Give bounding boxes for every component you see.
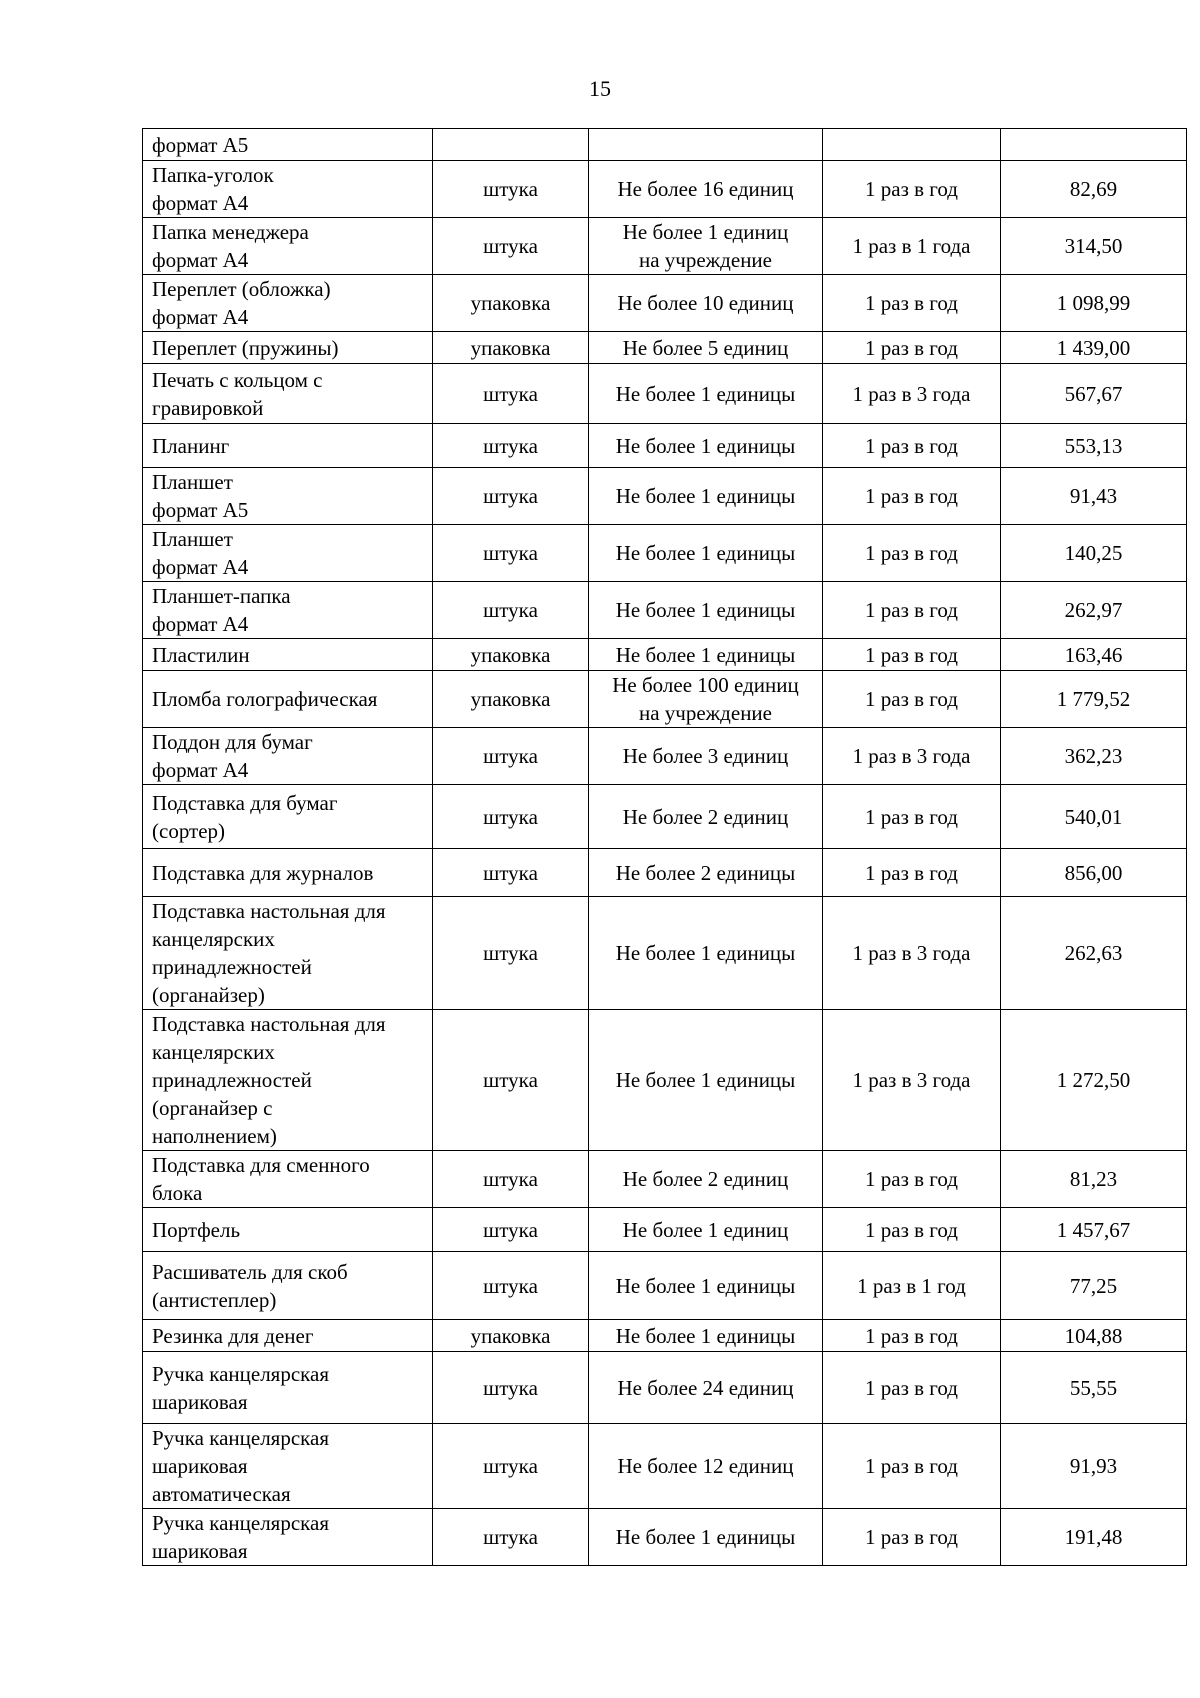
price-cell: 163,46 <box>1001 639 1187 671</box>
table-row <box>143 424 1187 468</box>
item-name-cell: Переплет (обложка) формат А4 <box>143 275 433 332</box>
quantity-cell: Не более 2 единиц <box>589 1151 823 1208</box>
quantity-cell: Не более 10 единиц <box>589 275 823 332</box>
frequency-cell: 1 раз в год <box>823 332 1001 364</box>
price-cell: 856,00 <box>1001 849 1187 897</box>
quantity-cell: Не более 1 единицы <box>589 468 823 525</box>
table-row <box>143 785 1187 849</box>
frequency-cell: 1 раз в год <box>823 1151 1001 1208</box>
frequency-cell: 1 раз в год <box>823 671 1001 728</box>
frequency-cell: 1 раз в 1 год <box>823 1252 1001 1320</box>
unit-cell: упаковка <box>433 1320 589 1352</box>
unit-cell: штука <box>433 1352 589 1424</box>
table-row <box>143 671 1187 728</box>
item-name-cell: Подставка для сменного блока <box>143 1151 433 1208</box>
table-row <box>143 1424 1187 1509</box>
quantity-cell: Не более 1 единицы <box>589 1010 823 1151</box>
item-name-cell: Ручка канцелярская шариковая автоматическая <box>143 1424 433 1509</box>
price-cell: 1 779,52 <box>1001 671 1187 728</box>
price-cell: 1 272,50 <box>1001 1010 1187 1151</box>
norms-table <box>142 128 1187 1566</box>
item-name-cell: Ручка канцелярская шариковая <box>143 1509 433 1566</box>
frequency-cell: 1 раз в год <box>823 785 1001 849</box>
item-name-cell: Подставка для бумаг (сортер) <box>143 785 433 849</box>
price-cell: 262,63 <box>1001 897 1187 1010</box>
unit-cell: упаковка <box>433 639 589 671</box>
quantity-cell: Не более 1 единицы <box>589 1509 823 1566</box>
page-number: 15 <box>589 76 611 101</box>
unit-cell: штука <box>433 218 589 275</box>
unit-cell: штука <box>433 1151 589 1208</box>
price-cell: 362,23 <box>1001 728 1187 785</box>
unit-cell: упаковка <box>433 275 589 332</box>
price-cell: 314,50 <box>1001 218 1187 275</box>
table-row <box>143 582 1187 639</box>
item-name-cell: Подставка настольная для канцелярских принадлежностей (органайзер с наполнением) <box>143 1010 433 1151</box>
unit-cell: штука <box>433 1252 589 1320</box>
table-row <box>143 468 1187 525</box>
frequency-cell: 1 раз в 3 года <box>823 364 1001 424</box>
frequency-cell: 1 раз в год <box>823 1320 1001 1352</box>
quantity-cell: Не более 16 единиц <box>589 161 823 218</box>
quantity-cell: Не более 100 единиц на учреждение <box>589 671 823 728</box>
quantity-cell: Не более 24 единиц <box>589 1352 823 1424</box>
frequency-cell: 1 раз в год <box>823 639 1001 671</box>
table-row <box>143 1151 1187 1208</box>
price-cell: 540,01 <box>1001 785 1187 849</box>
table-row <box>143 525 1187 582</box>
quantity-cell: Не более 2 единицы <box>589 849 823 897</box>
price-cell: 81,23 <box>1001 1151 1187 1208</box>
price-cell: 82,69 <box>1001 161 1187 218</box>
item-name-cell: Печать с кольцом с гравировкой <box>143 364 433 424</box>
price-cell: 1 098,99 <box>1001 275 1187 332</box>
item-name-cell: Подставка для журналов <box>143 849 433 897</box>
table-row <box>143 161 1187 218</box>
item-name-cell: Папка-уголок формат А4 <box>143 161 433 218</box>
unit-cell: штука <box>433 1424 589 1509</box>
unit-cell: штука <box>433 525 589 582</box>
item-name-cell: Планшет-папка формат А4 <box>143 582 433 639</box>
frequency-cell: 1 раз в год <box>823 161 1001 218</box>
price-cell: 1 439,00 <box>1001 332 1187 364</box>
unit-cell: штука <box>433 1208 589 1252</box>
unit-cell: штука <box>433 364 589 424</box>
item-name-cell: Портфель <box>143 1208 433 1252</box>
table-row <box>143 1010 1187 1151</box>
unit-cell: штука <box>433 785 589 849</box>
item-name-cell: Папка менеджера формат А4 <box>143 218 433 275</box>
item-name-cell: Поддон для бумаг формат А4 <box>143 728 433 785</box>
unit-cell <box>433 129 589 161</box>
item-name-cell: Ручка канцелярская шариковая <box>143 1352 433 1424</box>
price-cell: 104,88 <box>1001 1320 1187 1352</box>
quantity-cell: Не более 5 единиц <box>589 332 823 364</box>
price-cell: 553,13 <box>1001 424 1187 468</box>
price-cell: 91,93 <box>1001 1424 1187 1509</box>
unit-cell: упаковка <box>433 332 589 364</box>
frequency-cell: 1 раз в 1 года <box>823 218 1001 275</box>
table-row <box>143 364 1187 424</box>
frequency-cell: 1 раз в год <box>823 525 1001 582</box>
item-name-cell: Планшет формат А4 <box>143 525 433 582</box>
item-name-cell: Планинг <box>143 424 433 468</box>
unit-cell: упаковка <box>433 671 589 728</box>
price-cell: 77,25 <box>1001 1252 1187 1320</box>
price-cell: 1 457,67 <box>1001 1208 1187 1252</box>
unit-cell: штука <box>433 424 589 468</box>
quantity-cell: Не более 3 единиц <box>589 728 823 785</box>
quantity-cell: Не более 2 единиц <box>589 785 823 849</box>
quantity-cell: Не более 1 единицы <box>589 525 823 582</box>
item-name-cell: Планшет формат А5 <box>143 468 433 525</box>
quantity-cell: Не более 1 единиц на учреждение <box>589 218 823 275</box>
table-row <box>143 1252 1187 1320</box>
unit-cell: штука <box>433 728 589 785</box>
price-cell: 140,25 <box>1001 525 1187 582</box>
price-cell: 91,43 <box>1001 468 1187 525</box>
unit-cell: штука <box>433 849 589 897</box>
price-cell: 567,67 <box>1001 364 1187 424</box>
quantity-cell: Не более 1 единицы <box>589 582 823 639</box>
table-row <box>143 332 1187 364</box>
frequency-cell: 1 раз в год <box>823 1208 1001 1252</box>
unit-cell: штука <box>433 582 589 639</box>
quantity-cell: Не более 1 единиц <box>589 1208 823 1252</box>
item-name-cell: Расшиватель для скоб (антистеплер) <box>143 1252 433 1320</box>
quantity-cell: Не более 1 единицы <box>589 364 823 424</box>
unit-cell: штука <box>433 1509 589 1566</box>
quantity-cell <box>589 129 823 161</box>
price-cell: 191,48 <box>1001 1509 1187 1566</box>
frequency-cell: 1 раз в год <box>823 424 1001 468</box>
table-body <box>143 129 1187 1566</box>
table-row <box>143 1208 1187 1252</box>
table-row <box>143 728 1187 785</box>
frequency-cell: 1 раз в 3 года <box>823 728 1001 785</box>
price-cell: 262,97 <box>1001 582 1187 639</box>
frequency-cell: 1 раз в год <box>823 849 1001 897</box>
item-name-cell: Подставка настольная для канцелярских принадлежностей (органайзер) <box>143 897 433 1010</box>
quantity-cell: Не более 1 единицы <box>589 1320 823 1352</box>
quantity-cell: Не более 12 единиц <box>589 1424 823 1509</box>
item-name-cell: формат А5 <box>143 129 433 161</box>
frequency-cell: 1 раз в год <box>823 582 1001 639</box>
price-cell: 55,55 <box>1001 1352 1187 1424</box>
item-name-cell: Резинка для денег <box>143 1320 433 1352</box>
table-row <box>143 897 1187 1010</box>
unit-cell: штука <box>433 468 589 525</box>
frequency-cell: 1 раз в год <box>823 468 1001 525</box>
frequency-cell: 1 раз в 3 года <box>823 1010 1001 1151</box>
frequency-cell: 1 раз в 3 года <box>823 897 1001 1010</box>
quantity-cell: Не более 1 единицы <box>589 424 823 468</box>
table-row <box>143 1352 1187 1424</box>
table-row <box>143 1320 1187 1352</box>
item-name-cell: Пломба голографическая <box>143 671 433 728</box>
frequency-cell <box>823 129 1001 161</box>
item-name-cell: Переплет (пружины) <box>143 332 433 364</box>
frequency-cell: 1 раз в год <box>823 275 1001 332</box>
table-row <box>143 849 1187 897</box>
item-name-cell: Пластилин <box>143 639 433 671</box>
table-row <box>143 1509 1187 1566</box>
quantity-cell: Не более 1 единицы <box>589 897 823 1010</box>
frequency-cell: 1 раз в год <box>823 1509 1001 1566</box>
unit-cell: штука <box>433 161 589 218</box>
unit-cell: штука <box>433 897 589 1010</box>
table-row <box>143 639 1187 671</box>
unit-cell: штука <box>433 1010 589 1151</box>
table-row <box>143 129 1187 161</box>
frequency-cell: 1 раз в год <box>823 1424 1001 1509</box>
quantity-cell: Не более 1 единицы <box>589 1252 823 1320</box>
quantity-cell: Не более 1 единицы <box>589 639 823 671</box>
table-row <box>143 218 1187 275</box>
price-cell <box>1001 129 1187 161</box>
frequency-cell: 1 раз в год <box>823 1352 1001 1424</box>
table-row <box>143 275 1187 332</box>
